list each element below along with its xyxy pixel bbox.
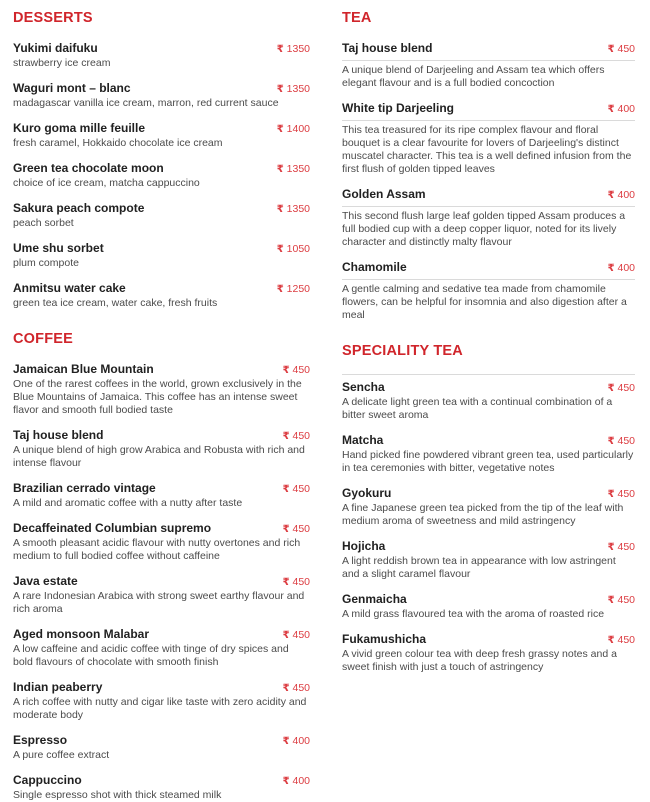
item-price xyxy=(275,576,310,588)
rupee-symbol: ₹ xyxy=(607,44,615,55)
rupee-symbol: ₹ xyxy=(607,263,615,275)
item-title-row xyxy=(342,592,635,607)
menu-column-left xyxy=(13,8,310,802)
item-name: Green tea chocolate moon xyxy=(13,161,164,176)
rupee-symbol: ₹ xyxy=(607,635,615,647)
item-price xyxy=(269,283,310,295)
menu-item xyxy=(342,486,635,528)
price-amount: 450 xyxy=(289,629,310,642)
item-title-row xyxy=(13,161,310,176)
item-title-row xyxy=(342,380,635,395)
menu-item xyxy=(13,481,310,510)
item-description: green tea ice cream, water cake, fresh fruits xyxy=(13,297,218,310)
price-amount: 450 xyxy=(614,43,635,55)
menu-item xyxy=(13,241,310,270)
item-name: Sencha xyxy=(342,380,385,395)
item-price xyxy=(269,123,310,135)
rupee-symbol: ₹ xyxy=(276,204,284,216)
menu-section-speciality-tea xyxy=(342,322,635,674)
item-title-row xyxy=(342,632,635,647)
item-title-row xyxy=(13,362,310,377)
menu-item xyxy=(13,733,310,762)
rupee-symbol: ₹ xyxy=(282,484,290,496)
price-amount: 450 xyxy=(614,382,635,395)
item-price xyxy=(600,634,635,646)
item-name: Chamomile xyxy=(342,260,407,275)
menu-item xyxy=(13,574,310,616)
rupee-symbol: ₹ xyxy=(282,524,290,536)
menu-item xyxy=(13,773,310,802)
item-title-row xyxy=(342,187,635,207)
item-title-row xyxy=(342,486,635,501)
item-price xyxy=(269,243,310,255)
menu-item xyxy=(13,201,310,230)
rupee-symbol: ₹ xyxy=(282,683,290,695)
item-price xyxy=(600,262,635,274)
menu-section-desserts xyxy=(13,8,310,310)
price-amount: 400 xyxy=(289,775,310,788)
item-description: A mild and aromatic coffee with a nutty after taste xyxy=(13,497,243,510)
price-amount: 400 xyxy=(289,735,310,748)
menu-item xyxy=(342,374,635,422)
item-description: A unique blend of high grow Arabica and Robusta with rich and intense flavour xyxy=(13,444,305,470)
item-description: A light reddish brown tea in appearance with low astringent and a slight caramel flavour xyxy=(342,555,616,581)
price-amount: 450 xyxy=(614,435,635,448)
item-title-row xyxy=(13,281,310,296)
item-price xyxy=(275,483,310,495)
price-amount: 450 xyxy=(289,523,310,536)
item-title-row xyxy=(13,680,310,695)
item-title-row xyxy=(342,260,635,280)
item-price xyxy=(600,488,635,500)
item-name: Brazilian cerrado vintage xyxy=(13,481,156,496)
item-description: A mild grass flavoured tea with the aroma of roasted rice xyxy=(342,608,605,621)
item-price xyxy=(269,203,310,215)
item-name: Decaffeinated Columbian supremo xyxy=(13,521,212,536)
section-title: COFFEE xyxy=(13,331,74,348)
item-name: Aged monsoon Malabar xyxy=(13,627,150,642)
rupee-symbol: ₹ xyxy=(282,431,290,443)
item-description: This tea treasured for its ripe complex flavour and floral bouquet is a clear favourite for lovers of Darjeeling's distinct muscatel character. This tea is a well defined infusion from the first flush of golden tipped leaves xyxy=(342,124,632,176)
item-price xyxy=(269,83,310,95)
item-name: Espresso xyxy=(13,733,68,748)
item-name: Genmaicha xyxy=(342,592,407,607)
item-description: One of the rarest coffees in the world, grown exclusively in the Blue Mountains of Jamaica. This coffee has an intense sweet flavor and smooth full bodied taste xyxy=(13,378,302,417)
item-description: This second flush large leaf golden tipped Assam produces a full bodied cup with a deep copper liquor, noted for its lively character and distinctly malty flavour xyxy=(342,210,626,249)
item-name: Fukamushicha xyxy=(342,632,427,647)
item-title-row xyxy=(342,101,635,121)
menu-item xyxy=(342,101,635,176)
price-amount: 450 xyxy=(614,634,635,647)
price-amount: 1400 xyxy=(283,123,310,136)
item-title-row xyxy=(13,627,310,642)
rupee-symbol: ₹ xyxy=(607,489,615,501)
price-amount: 450 xyxy=(289,576,310,589)
item-price xyxy=(600,382,635,394)
item-title-row xyxy=(13,733,310,748)
rupee-symbol: ₹ xyxy=(276,164,284,176)
menu-item xyxy=(342,632,635,674)
price-amount: 1350 xyxy=(283,203,310,216)
item-price xyxy=(269,43,310,55)
menu-item xyxy=(342,539,635,581)
item-name: Golden Assam xyxy=(342,187,426,202)
item-price xyxy=(600,103,635,115)
item-name: Jamaican Blue Mountain xyxy=(13,362,154,377)
rupee-symbol: ₹ xyxy=(282,736,290,748)
item-title-row xyxy=(13,574,310,589)
price-amount: 1050 xyxy=(283,243,310,256)
menu-item xyxy=(13,521,310,563)
item-description: A delicate light green tea with a continual combination of a bitter sweet aroma xyxy=(342,396,613,422)
item-title-row xyxy=(13,41,310,56)
item-name: Taj house blend xyxy=(13,428,104,443)
rupee-symbol: ₹ xyxy=(607,104,615,116)
price-amount: 450 xyxy=(289,430,310,443)
menu-item xyxy=(13,161,310,190)
item-description: Single espresso shot with thick steamed milk xyxy=(13,789,222,802)
item-name: Sakura peach compote xyxy=(13,201,145,216)
rupee-symbol: ₹ xyxy=(282,577,290,589)
menu-item xyxy=(13,41,310,70)
item-description: strawberry ice cream xyxy=(13,57,111,69)
menu-item xyxy=(342,592,635,621)
item-price xyxy=(275,523,310,535)
price-amount: 1350 xyxy=(283,163,310,176)
item-description: fresh caramel, Hokkaido chocolate ice cream xyxy=(13,137,223,150)
item-description: A unique blend of Darjeeling and Assam tea which offers elegant flavour and is a full bodied concoction xyxy=(342,64,605,90)
item-title-row xyxy=(342,539,635,554)
item-description: A fine Japanese green tea picked from the tip of the leaf with medium aroma of sweetness and mild astringency xyxy=(342,502,624,528)
menu-item xyxy=(342,41,635,90)
item-title-row xyxy=(13,81,310,96)
item-title-row xyxy=(13,241,310,256)
price-amount: 450 xyxy=(289,483,310,496)
item-title-row xyxy=(342,41,635,61)
item-name: Gyokuru xyxy=(342,486,392,501)
item-description: choice of ice cream, matcha cappuccino xyxy=(13,177,200,190)
item-title-row xyxy=(342,433,635,448)
item-name: Matcha xyxy=(342,433,384,448)
rupee-symbol: ₹ xyxy=(276,84,284,96)
rupee-symbol: ₹ xyxy=(276,244,284,256)
item-price xyxy=(600,541,635,553)
rupee-symbol: ₹ xyxy=(276,284,284,296)
menu-section-tea xyxy=(342,8,635,322)
item-name: Indian peaberry xyxy=(13,680,103,695)
menu-item xyxy=(13,121,310,150)
item-name: Kuro goma mille feuille xyxy=(13,121,146,136)
price-amount: 400 xyxy=(614,262,635,275)
menu-item xyxy=(13,81,310,110)
price-amount: 400 xyxy=(614,103,635,116)
item-name: Java estate xyxy=(13,574,78,589)
item-price xyxy=(269,163,310,175)
item-title-row xyxy=(13,201,310,216)
price-amount: 1250 xyxy=(283,283,310,296)
rupee-symbol: ₹ xyxy=(607,542,615,554)
item-description: A vivid green colour tea with deep fresh grassy notes and a sweet finish with just a touch of astringency xyxy=(342,648,617,674)
item-price xyxy=(275,629,310,641)
rupee-symbol: ₹ xyxy=(282,630,290,642)
price-amount: 450 xyxy=(614,541,635,554)
menu-item xyxy=(13,428,310,470)
section-title: SPECIALITY TEA xyxy=(342,343,463,360)
item-description: plum compote xyxy=(13,257,79,270)
price-amount: 1350 xyxy=(283,43,310,55)
menu-item xyxy=(342,187,635,249)
item-price xyxy=(275,775,310,787)
rupee-symbol: ₹ xyxy=(607,383,615,395)
item-price xyxy=(600,435,635,447)
item-name: Cappuccino xyxy=(13,773,82,788)
item-name: Waguri mont – blanc xyxy=(13,81,131,96)
item-price xyxy=(275,682,310,694)
price-amount: 450 xyxy=(289,364,310,377)
item-description: madagascar vanilla ice cream, marron, red current sauce xyxy=(13,97,279,110)
price-amount: 450 xyxy=(614,594,635,607)
item-description: A smooth pleasant acidic flavour with nutty overtones and rich medium to full bodied coffee without caffeine xyxy=(13,537,301,563)
item-price xyxy=(600,43,635,55)
price-amount: 1350 xyxy=(283,83,310,96)
item-price xyxy=(275,735,310,747)
item-title-row xyxy=(13,428,310,443)
price-amount: 450 xyxy=(289,682,310,695)
item-title-row xyxy=(13,121,310,136)
item-description: Hand picked fine powdered vibrant green tea, used particularly in tea ceremonies with bitter, vegetative notes xyxy=(342,449,634,475)
rupee-symbol: ₹ xyxy=(607,436,615,448)
rupee-symbol: ₹ xyxy=(607,595,615,607)
item-title-row xyxy=(13,773,310,788)
item-description: A rare Indonesian Arabica with strong sweet earthy flavour and rich aroma xyxy=(13,590,305,616)
menu-column-right xyxy=(342,8,635,700)
menu-item xyxy=(13,362,310,417)
rupee-symbol: ₹ xyxy=(276,124,284,136)
item-price xyxy=(275,430,310,442)
rupee-symbol: ₹ xyxy=(282,365,290,377)
item-description: A pure coffee extract xyxy=(13,749,110,762)
menu-item xyxy=(13,281,310,310)
item-description: A low caffeine and acidic coffee with tinge of dry spices and bold flavours of chocolate with smooth finish xyxy=(13,643,289,669)
item-name: Ume shu sorbet xyxy=(13,241,104,256)
menu-item xyxy=(13,680,310,722)
item-name: Taj house blend xyxy=(342,41,433,55)
section-title: TEA xyxy=(342,10,372,26)
menu-item xyxy=(13,627,310,669)
item-name: Yukimi daifuku xyxy=(13,41,98,55)
item-price xyxy=(275,364,310,376)
item-title-row xyxy=(13,481,310,496)
rupee-symbol: ₹ xyxy=(607,190,615,202)
item-name: Anmitsu water cake xyxy=(13,281,126,296)
item-description: A rich coffee with nutty and cigar like taste with zero acidity and moderate body xyxy=(13,696,307,722)
menu-section-coffee xyxy=(13,310,310,802)
menu-item xyxy=(342,433,635,475)
item-title-row xyxy=(13,521,310,536)
item-description: A gentle calming and sedative tea made from chamomile flowers, can be helpful for insomnia and also digestion after a meal xyxy=(342,283,627,322)
item-price xyxy=(600,189,635,201)
item-description: peach sorbet xyxy=(13,217,74,230)
rupee-symbol: ₹ xyxy=(282,776,290,788)
item-name: White tip Darjeeling xyxy=(342,101,455,116)
price-amount: 450 xyxy=(614,488,635,501)
menu-item xyxy=(342,260,635,322)
rupee-symbol: ₹ xyxy=(276,44,284,55)
item-name: Hojicha xyxy=(342,539,386,554)
section-title: DESSERTS xyxy=(13,10,93,26)
item-price xyxy=(600,594,635,606)
price-amount: 400 xyxy=(614,189,635,202)
